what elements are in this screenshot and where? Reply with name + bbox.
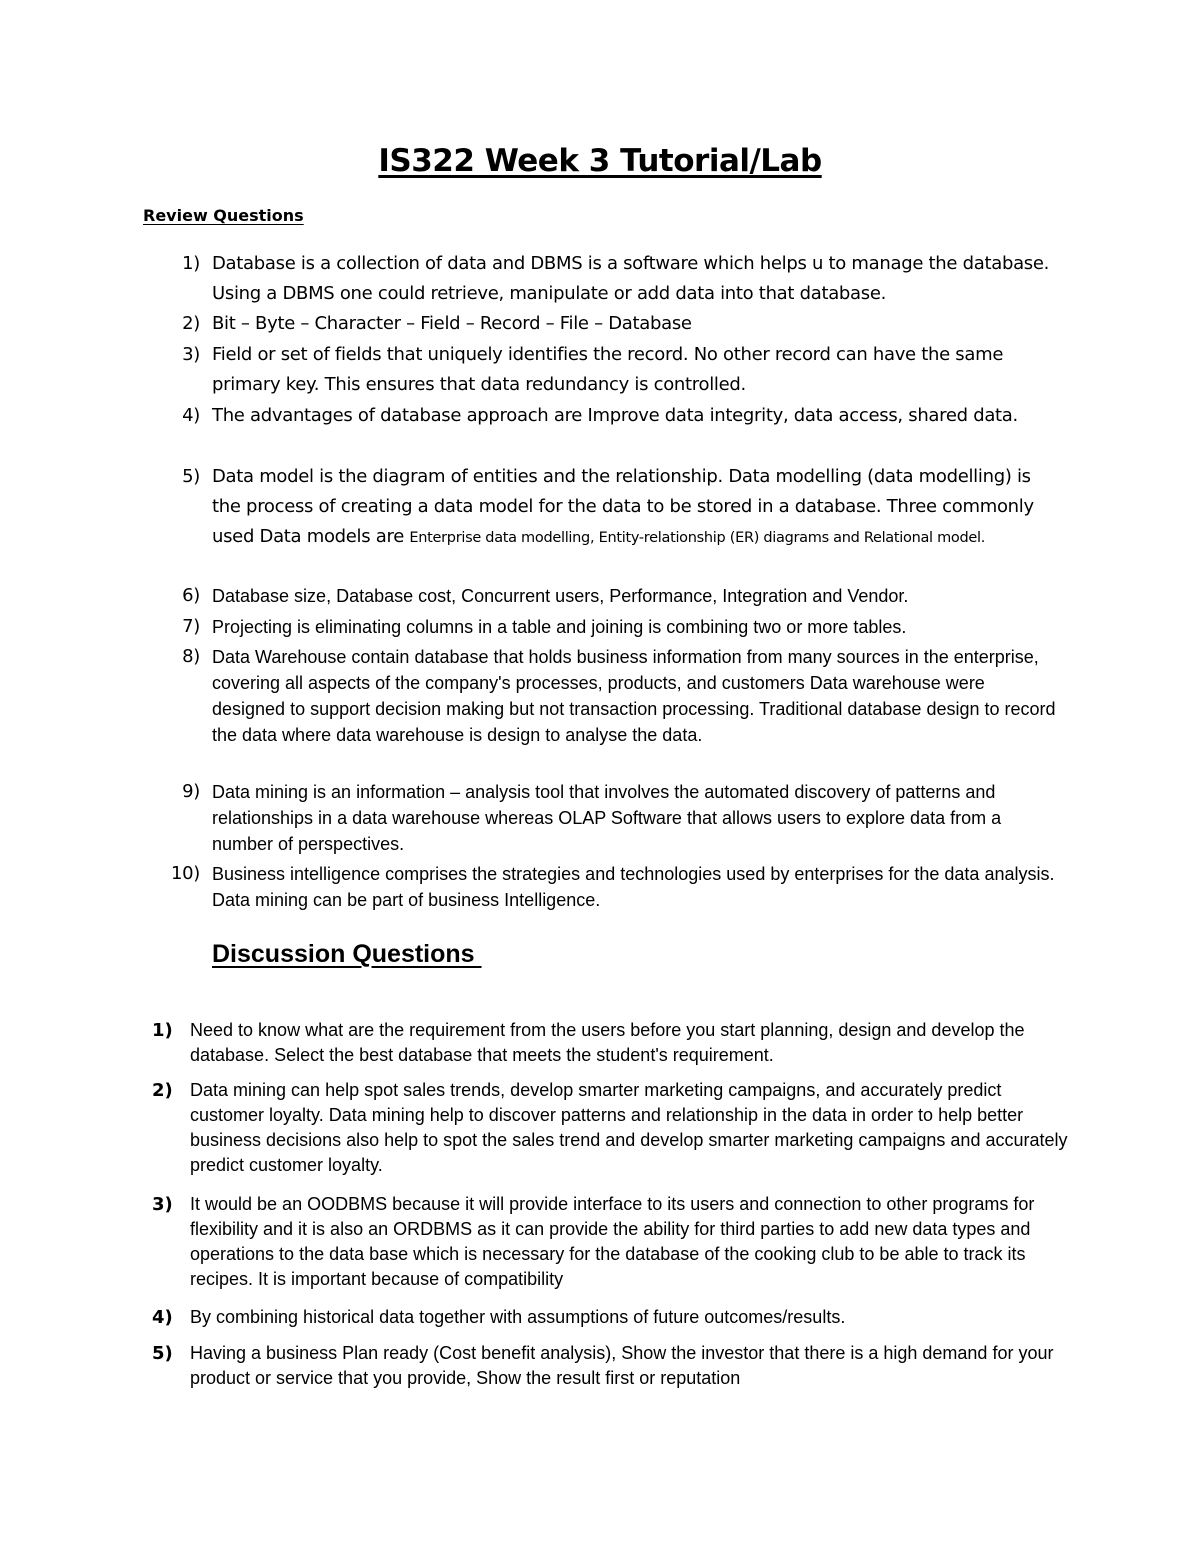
review-questions-heading: Review Questions [143, 206, 304, 225]
review-item-text: Business intelligence comprises the strategies and technologies used by enterprises for the data analysis. Data mining can be part of business Intelligence. [212, 864, 1055, 910]
review-item-number: 2) [182, 313, 200, 334]
review-item-number: 10) [170, 863, 200, 884]
review-item-1 [182, 249, 1062, 309]
review-item-2 [182, 309, 1062, 339]
review-item-text: Field or set of fields that uniquely identifies the record. No other record can have the same primary key. This ensures that data redundancy is controlled. [212, 344, 1004, 395]
discussion-item-5 [152, 1341, 1070, 1391]
review-item-3 [182, 340, 1062, 400]
review-item-text: Projecting is eliminating columns in a table and joining is combining two or more tables. [212, 617, 907, 637]
review-item-text: Data model is the diagram of entities and the relationship. Data modelling (data modelling) is the process of creating a data model for the data to be stored in a database. Three commonly used Data models are [212, 466, 1034, 547]
discussion-item-4 [152, 1305, 1070, 1330]
review-item-number: 3) [182, 344, 200, 365]
discussion-item-2 [152, 1078, 1070, 1178]
discussion-item-text: Data mining can help spot sales trends, develop smarter marketing campaigns, and accurately predict customer loyalty. Data mining help to discover patterns and relationship in the data in order to help better business decisions also help to spot the sales trend and develop smarter marketing campaigns and accurately predict customer loyalty. [190, 1080, 1068, 1175]
discussion-item-text: Need to know what are the requirement from the users before you start planning, design and develop the database. Select the best database that meets the student's requirement. [190, 1020, 1025, 1065]
review-item-7 [182, 614, 1062, 640]
discussion-item-number: 1) [152, 1020, 173, 1041]
review-item-text: The advantages of database approach are Improve data integrity, data access, shared data. [212, 405, 1018, 426]
discussion-questions-heading: Discussion Questions [212, 940, 482, 968]
discussion-item-3 [152, 1192, 1070, 1292]
review-item-text: Data Warehouse contain database that holds business information from many sources in the enterprise, covering all aspects of the company's processes, products, and customers Data warehouse were designed to support decision making but not transaction processing. Traditional database design to record the data where data warehouse is design to analyse the data. [212, 647, 1056, 745]
review-item-text: Database size, Database cost, Concurrent users, Performance, Integration and Vendor. [212, 586, 909, 606]
discussion-item-text: It would be an OODBMS because it will provide interface to its users and connection to other programs for flexibility and it is also an ORDBMS as it can provide the ability for third parties to add new data types and operations to the data base which is necessary for the database of the cooking club to be able to track its recipes. It is important because of compatibility [190, 1194, 1035, 1289]
review-item-4 [182, 401, 1062, 431]
review-item-5 [182, 462, 1062, 553]
review-item-number: 7) [182, 616, 200, 637]
review-item-text: Data mining is an information – analysis tool that involves the automated discovery of patterns and relationships in a data warehouse whereas OLAP Software that allows users to explore data from a number of perspectives. [212, 782, 1002, 854]
discussion-item-text: Having a business Plan ready (Cost benefit analysis), Show the investor that there is a high demand for your product or service that you provide, Show the result first or reputation [190, 1343, 1054, 1388]
document-title: IS322 Week 3 Tutorial/Lab [378, 143, 822, 179]
review-item-text: Bit – Byte – Character – Field – Record – File – Database [212, 313, 692, 334]
review-item-number: 1) [182, 253, 200, 274]
discussion-item-number: 4) [152, 1307, 173, 1328]
review-item-number: 8) [182, 646, 200, 667]
review-item-9 [182, 779, 1062, 857]
review-item-6 [182, 583, 1062, 609]
review-item-text-small: Enterprise data modelling, Entity-relationship (ER) diagrams and Relational model. [409, 530, 986, 546]
discussion-item-number: 5) [152, 1343, 173, 1364]
discussion-item-text: By combining historical data together with assumptions of future outcomes/results. [190, 1307, 846, 1327]
discussion-item-number: 2) [152, 1080, 173, 1101]
review-item-number: 5) [182, 466, 200, 487]
review-item-10 [170, 861, 1062, 913]
review-item-number: 9) [182, 781, 200, 802]
review-item-number: 4) [182, 405, 200, 426]
review-item-number: 6) [182, 585, 200, 606]
review-item-text: Database is a collection of data and DBMS is a software which helps u to manage the database. Using a DBMS one could retrieve, manipulate or add data into that database. [212, 253, 1050, 304]
review-item-8 [182, 644, 1062, 748]
discussion-item-number: 3) [152, 1194, 173, 1215]
discussion-item-1 [152, 1018, 1070, 1068]
